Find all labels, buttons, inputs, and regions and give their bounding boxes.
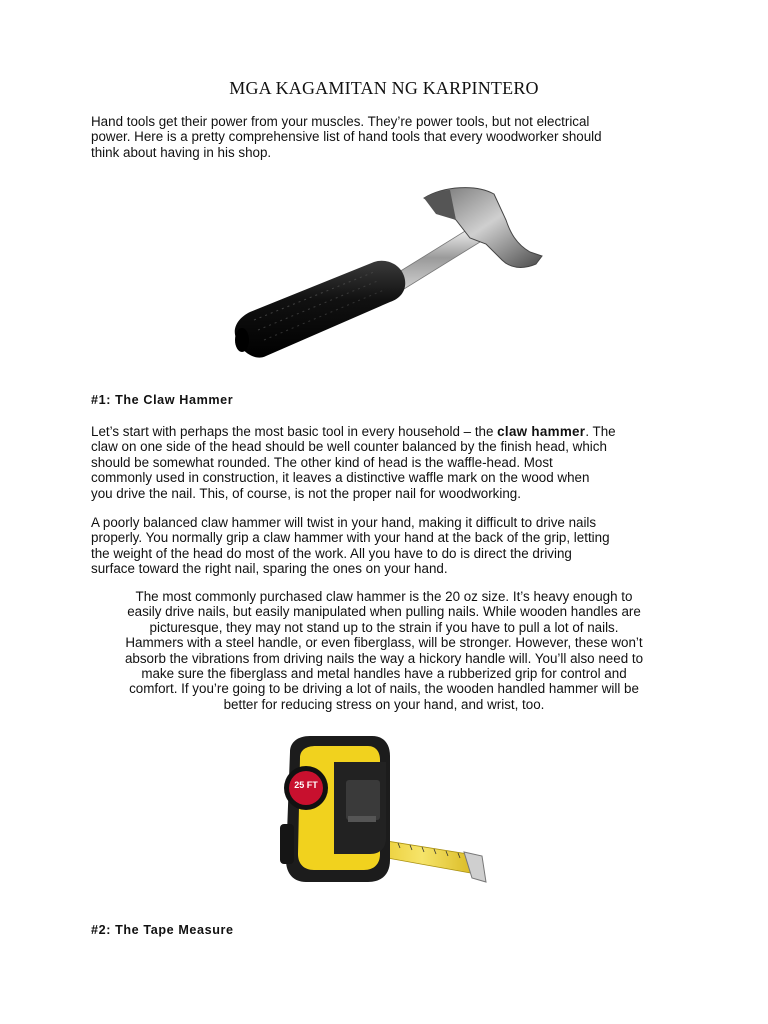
claw-hammer-paragraph-3: [84, 589, 684, 712]
text-line: picturesque, they may not stand up to the strain if you have to pull a lot of nails.: [149, 619, 619, 635]
claw-hammer-paragraph-2: [91, 515, 681, 577]
text-line: absorb the vibrations from driving nails the way a hickory handle will. You’ll also need to: [124, 650, 644, 666]
claw-hammer-image: [224, 180, 550, 370]
text-line: commonly used in construction, it leaves a distinctive waffle mark on the wood when: [91, 470, 590, 486]
document-title: MGA KAGAMITAN NG KARPINTERO: [229, 78, 539, 98]
tape-measure-image: [276, 728, 492, 904]
text-line: better for reducing stress on your hand, and wrist, too.: [223, 696, 545, 712]
text-line: claw on one side of the head should be well counter balanced by the finish head, which: [91, 439, 607, 455]
claw-hammer-paragraph-1: [91, 424, 681, 501]
intro-paragraph: [91, 114, 681, 160]
text-line: easily drive nails, but easily manipulated when pulling nails. While wooden handles are: [127, 604, 641, 620]
text-run: . The: [585, 424, 616, 439]
text-line: [91, 424, 681, 439]
text-line: comfort. If you’re going to be driving a lot of nails, the wooden handled hammer will be: [129, 681, 639, 697]
section-heading-claw-hammer: #1: The Claw Hammer: [91, 393, 234, 407]
text-line: Hand tools get their power from your muscles. They’re power tools, but not electrical: [91, 114, 590, 129]
text-line: should be somewhat rounded. The other kind of head is the waffle-head. Most: [91, 454, 553, 470]
text-line: Hammers with a steel handle, or even fiberglass, will be stronger. However, these won’t: [125, 635, 643, 651]
text-line: you drive the nail. This, of course, is not the proper nail for woodworking.: [91, 485, 521, 501]
tape-label: 25 FT: [294, 780, 318, 790]
tape-measure-icon: [276, 728, 492, 904]
text-line: power. Here is a pretty comprehensive list of hand tools that every woodworker should: [91, 129, 602, 145]
text-line: think about having in his shop.: [91, 144, 272, 160]
text-line: the weight of the head do most of the work. All you have to do is direct the driving: [91, 545, 572, 561]
text-line: surface toward the right nail, sparing the ones on your hand.: [91, 561, 448, 577]
text-line: make sure the fiberglass and metal handles have a rubberized grip for control and: [141, 666, 627, 682]
claw-hammer-icon: [224, 180, 550, 370]
text-line: A poorly balanced claw hammer will twist in your hand, making it difficult to drive nails: [91, 515, 597, 530]
text-run: Let’s start with perhaps the most basic tool in every household – the: [91, 424, 498, 439]
text-line: The most commonly purchased claw hammer is the 20 oz size. It’s heavy enough to: [135, 589, 633, 604]
text-line: properly. You normally grip a claw hammer with your hand at the back of the grip, letting: [91, 530, 610, 546]
bold-term: claw hammer: [497, 424, 586, 439]
section-heading-tape-measure: #2: The Tape Measure: [91, 923, 234, 937]
